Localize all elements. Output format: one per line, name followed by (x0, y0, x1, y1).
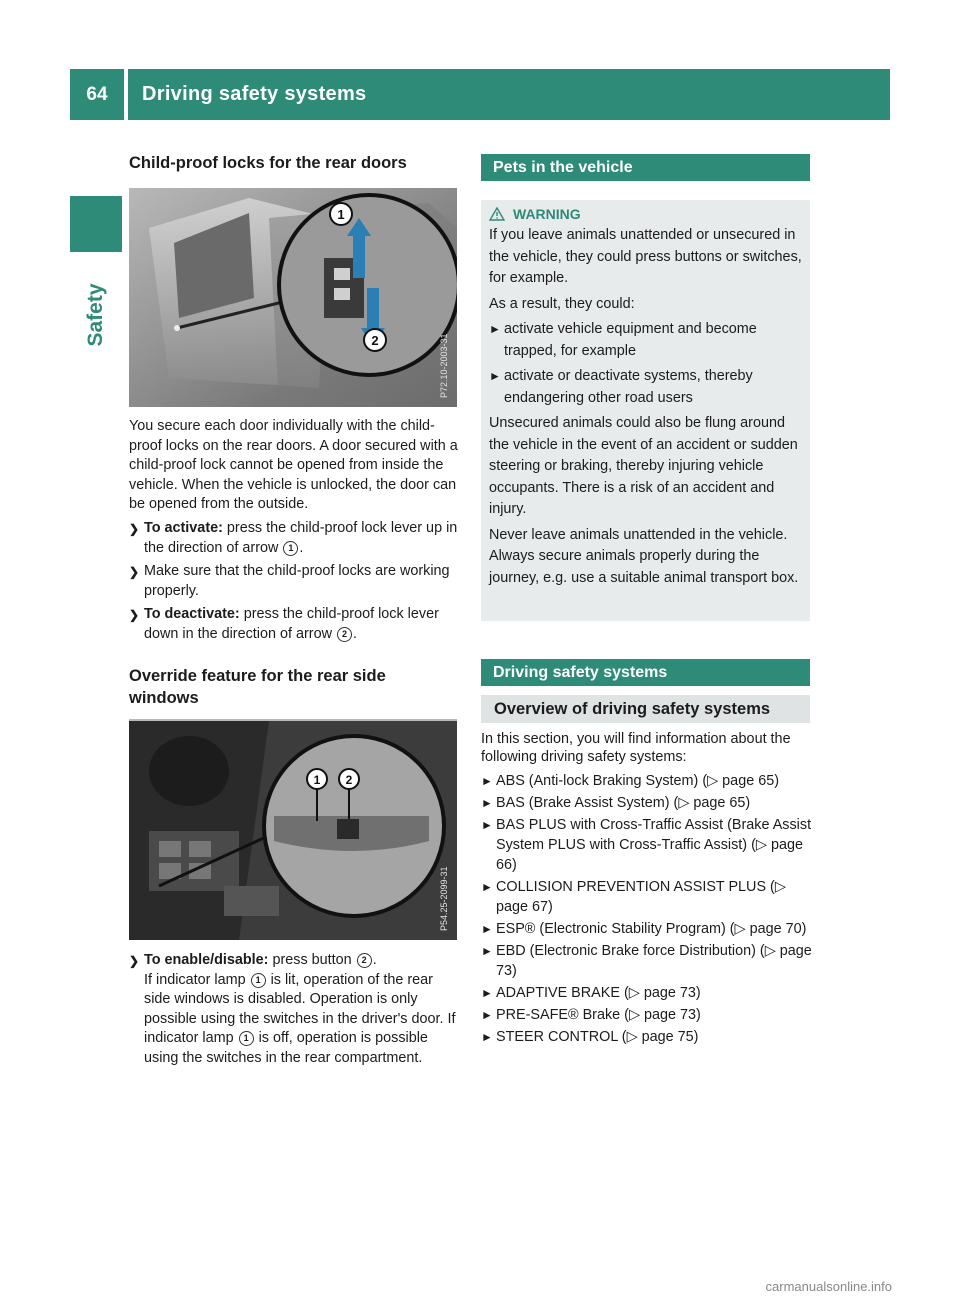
dss-intro: In this section, you will find information about the following driving safety systems: (481, 731, 791, 765)
step-deactivate: ❯ To deactivate: press the child-proof lock lever down in the direction of arrow 2 . (129, 605, 461, 644)
childproof-text (129, 417, 461, 645)
pets-heading: Pets in the vehicle (481, 154, 810, 181)
chapter-title: Driving safety systems (128, 69, 890, 120)
bullet-icon: ► (481, 818, 493, 832)
step-enable-disable: ❯ To enable/disable: press button 2 . If indicator lamp 1 is lit, operation of the rear side windows is disabled. Operation is only possible using the switches in the driver's door. If indicator lamp 1 is off, operation is possible using the switches in the rear compartment. (129, 951, 461, 1069)
svg-text:1: 1 (337, 207, 345, 222)
childproof-intro: You secure each door individually with the child-proof locks on the rear doors. A door secured with a child-proof lock cannot be opened from inside the vehicle. When the vehicle is unlocked, the door can be opened from the outside. (129, 418, 458, 513)
warning-triangle-icon (489, 207, 505, 221)
list-item: ► BAS (Brake Assist System) (▷ page 65) (481, 795, 751, 811)
step-arrow-icon: ❯ (129, 954, 140, 968)
warning-title: WARNING (489, 206, 804, 222)
dss-list (481, 771, 813, 1047)
page-number: 64 (70, 69, 124, 120)
dss-subheading: Overview of driving safety systems (481, 695, 810, 723)
warning-p1: If you leave animals unattended or unsecured in the vehicle, they could press buttons or switches, for example. (489, 227, 802, 286)
bullet-icon: ► (481, 1030, 493, 1044)
svg-text:1: 1 (313, 773, 321, 787)
list-item: ► STEER CONTROL (▷ page 75) (481, 1029, 699, 1045)
arrow-1-callout: 1 (283, 541, 298, 556)
step-arrow-icon: ❯ (129, 608, 140, 623)
button-2-callout: 2 (357, 953, 372, 968)
bullet-icon: ► (481, 796, 493, 810)
override-text (129, 951, 461, 1069)
section-override (129, 665, 457, 721)
warning-p2: As a result, they could: (489, 295, 635, 312)
list-item: ► ADAPTIVE BRAKE (▷ page 73) (481, 985, 701, 1001)
list-item: ► ABS (Anti-lock Braking System) (▷ page 65) (481, 773, 779, 789)
watermark: carmanualsonline.info (765, 1279, 892, 1294)
bullet-icon: ► (489, 369, 501, 383)
lamp-1-callout: 1 (251, 973, 266, 988)
left-column (129, 153, 457, 190)
section-title-override: Override feature for the rear side windows (129, 667, 386, 707)
step-activate: ❯ To activate: press the child-proof lock lever up in the direction of arrow 1 . (129, 519, 461, 558)
side-tab-marker (70, 196, 122, 252)
dss-heading: Driving safety systems (481, 659, 810, 686)
window-switch-image (129, 721, 457, 940)
svg-text:P54.25-2099-31: P54.25-2099-31 (439, 866, 449, 931)
step-check: ❯ Make sure that the child-proof locks are working properly. (129, 562, 461, 601)
step-arrow-icon: ❯ (129, 565, 140, 580)
warning-bullet: ► activate or deactivate systems, thereby endangering other road users (489, 366, 804, 409)
svg-text:P72.10-2003-31: P72.10-2003-31 (439, 333, 449, 398)
warning-bullet: ► activate vehicle equipment and become trapped, for example (489, 319, 804, 362)
bullet-icon: ► (481, 986, 493, 1000)
list-item: ► EBD (Electronic Brake force Distribution) (▷ page 73) (481, 943, 812, 979)
dss-list-section (481, 731, 813, 1047)
warning-box (481, 200, 810, 621)
section-title-childproof: Child-proof locks for the rear doors (129, 154, 407, 172)
step-arrow-icon: ❯ (129, 521, 140, 536)
warning-p3: Unsecured animals could also be flung around the vehicle in the event of an accident or sudden steering or braking, thereby injuring vehicle occupants. There is a risk of an accident and injury. (489, 415, 798, 517)
list-item: ► BAS PLUS with Cross-Traffic Assist (Brake Assist System PLUS with Cross-Traffic Assist) (▷ page 66) (481, 817, 812, 873)
bullet-icon: ► (481, 880, 493, 894)
side-section-label: Safety (84, 283, 107, 347)
list-item: ► ESP® (Electronic Stability Program) (▷ page 70) (481, 921, 807, 937)
bullet-icon: ► (481, 922, 493, 936)
list-item: ► COLLISION PREVENTION ASSIST PLUS (▷ page 67) (481, 879, 786, 915)
bullet-icon: ► (489, 322, 501, 336)
bullet-icon: ► (481, 774, 493, 788)
svg-text:2: 2 (371, 333, 379, 348)
bullet-icon: ► (481, 944, 493, 958)
list-item: ► PRE-SAFE® Brake (▷ page 73) (481, 1007, 701, 1023)
arrow-2-callout: 2 (337, 627, 352, 642)
svg-text:2: 2 (345, 773, 353, 787)
lamp-1-callout: 1 (239, 1031, 254, 1046)
bullet-icon: ► (481, 1008, 493, 1022)
warning-p4: Never leave animals unattended in the vehicle. Always secure animals properly during the journey, e.g. use a suitable animal transport box. (489, 526, 799, 586)
rear-door-image (129, 188, 457, 407)
